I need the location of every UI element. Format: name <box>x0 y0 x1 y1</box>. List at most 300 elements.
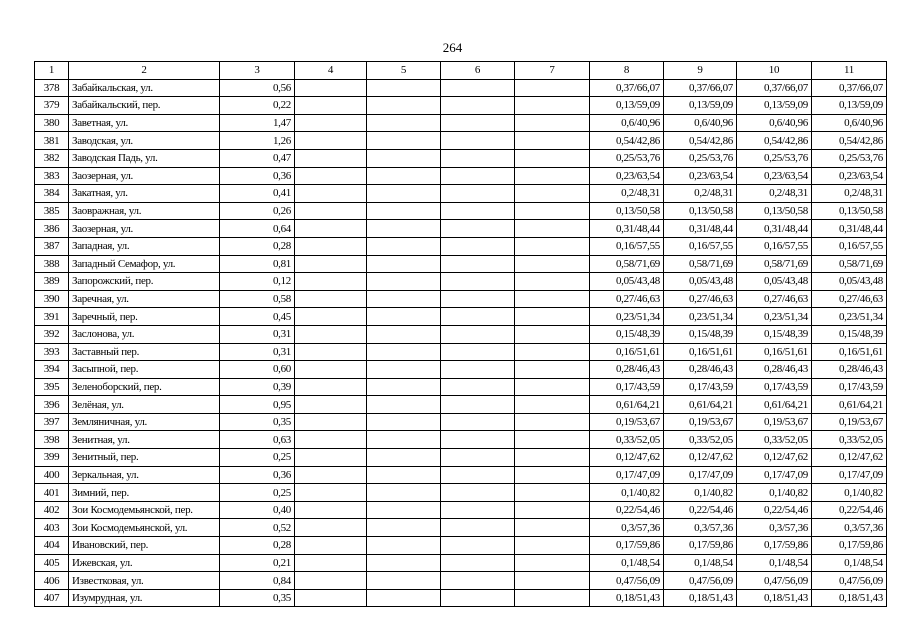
street-name: Зелёная, ул. <box>69 396 220 414</box>
row-number: 397 <box>35 413 69 431</box>
cell-col5 <box>367 396 441 414</box>
row-number: 381 <box>35 132 69 150</box>
cell-col6 <box>441 449 515 467</box>
cell-col4 <box>295 378 367 396</box>
cell-col7 <box>515 378 590 396</box>
street-name: Заовражная, ул. <box>69 202 220 220</box>
cell-col11: 0,17/59,86 <box>812 537 887 555</box>
street-name: Заозерная, ул. <box>69 220 220 238</box>
cell-col5 <box>367 537 441 555</box>
cell-col7 <box>515 519 590 537</box>
cell-col4 <box>295 132 367 150</box>
row-number: 385 <box>35 202 69 220</box>
cell-col4 <box>295 343 367 361</box>
cell-col7 <box>515 202 590 220</box>
cell-col10: 0,16/51,61 <box>737 343 812 361</box>
cell-col10: 0,17/59,86 <box>737 537 812 555</box>
cell-col9: 0,25/53,76 <box>664 149 737 167</box>
cell-col10: 0,22/54,46 <box>737 501 812 519</box>
row-number: 392 <box>35 325 69 343</box>
cell-col11: 0,1/40,82 <box>812 484 887 502</box>
cell-col3: 0,26 <box>220 202 295 220</box>
cell-col9: 0,54/42,86 <box>664 132 737 150</box>
cell-col6 <box>441 378 515 396</box>
cell-col11: 0,23/63,54 <box>812 167 887 185</box>
cell-col5 <box>367 114 441 132</box>
cell-col5 <box>367 167 441 185</box>
cell-col9: 0,17/59,86 <box>664 537 737 555</box>
cell-col3: 0,28 <box>220 237 295 255</box>
cell-col8: 0,12/47,62 <box>590 449 664 467</box>
street-name: Ижевская, ул. <box>69 554 220 572</box>
row-number: 401 <box>35 484 69 502</box>
cell-col5 <box>367 484 441 502</box>
cell-col4 <box>295 554 367 572</box>
cell-col8: 0,22/54,46 <box>590 501 664 519</box>
row-number: 383 <box>35 167 69 185</box>
cell-col5 <box>367 255 441 273</box>
street-name: Заречная, ул. <box>69 290 220 308</box>
street-name: Заводская Падь, ул. <box>69 149 220 167</box>
cell-col11: 0,1/48,54 <box>812 554 887 572</box>
table-row <box>35 202 887 220</box>
cell-col9: 0,6/40,96 <box>664 114 737 132</box>
cell-col8: 0,61/64,21 <box>590 396 664 414</box>
column-header: 7 <box>515 62 590 80</box>
cell-col3: 1,47 <box>220 114 295 132</box>
cell-col9: 0,31/48,44 <box>664 220 737 238</box>
street-name: Зеркальная, ул. <box>69 466 220 484</box>
cell-col3: 0,35 <box>220 589 295 607</box>
cell-col7 <box>515 589 590 607</box>
cell-col8: 0,3/57,36 <box>590 519 664 537</box>
row-number: 406 <box>35 572 69 590</box>
row-number: 407 <box>35 589 69 607</box>
cell-col8: 0,18/51,43 <box>590 589 664 607</box>
cell-col3: 0,36 <box>220 466 295 484</box>
cell-col10: 0,47/56,09 <box>737 572 812 590</box>
street-name: Заставный пер. <box>69 343 220 361</box>
cell-col6 <box>441 413 515 431</box>
cell-col9: 0,19/53,67 <box>664 413 737 431</box>
cell-col8: 0,15/48,39 <box>590 325 664 343</box>
table-row <box>35 255 887 273</box>
column-header: 8 <box>590 62 664 80</box>
row-number: 384 <box>35 185 69 203</box>
street-name: Зои Космодемьянской, пер. <box>69 501 220 519</box>
street-name: Заозерная, ул. <box>69 167 220 185</box>
table-row <box>35 519 887 537</box>
cell-col10: 0,2/48,31 <box>737 185 812 203</box>
cell-col9: 0,47/56,09 <box>664 572 737 590</box>
cell-col11: 0,17/47,09 <box>812 466 887 484</box>
cell-col5 <box>367 361 441 379</box>
cell-col11: 0,19/53,67 <box>812 413 887 431</box>
street-name: Ивановский, пер. <box>69 537 220 555</box>
cell-col6 <box>441 220 515 238</box>
street-name: Западный Семафор, ул. <box>69 255 220 273</box>
cell-col4 <box>295 185 367 203</box>
cell-col5 <box>367 589 441 607</box>
cell-col11: 0,23/51,34 <box>812 308 887 326</box>
cell-col11: 0,54/42,86 <box>812 132 887 150</box>
cell-col7 <box>515 343 590 361</box>
cell-col4 <box>295 484 367 502</box>
cell-col3: 0,52 <box>220 519 295 537</box>
cell-col6 <box>441 149 515 167</box>
table-row <box>35 185 887 203</box>
cell-col5 <box>367 237 441 255</box>
cell-col9: 0,61/64,21 <box>664 396 737 414</box>
street-name: Изумрудная, ул. <box>69 589 220 607</box>
street-name: Зенитная, ул. <box>69 431 220 449</box>
cell-col9: 0,05/43,48 <box>664 273 737 291</box>
cell-col3: 0,60 <box>220 361 295 379</box>
cell-col7 <box>515 149 590 167</box>
cell-col5 <box>367 185 441 203</box>
table-row <box>35 290 887 308</box>
cell-col4 <box>295 466 367 484</box>
table-row <box>35 484 887 502</box>
cell-col9: 0,33/52,05 <box>664 431 737 449</box>
cell-col3: 0,56 <box>220 79 295 97</box>
cell-col4 <box>295 97 367 115</box>
cell-col7 <box>515 572 590 590</box>
cell-col3: 0,58 <box>220 290 295 308</box>
cell-col7 <box>515 396 590 414</box>
row-number: 391 <box>35 308 69 326</box>
cell-col9: 0,12/47,62 <box>664 449 737 467</box>
cell-col6 <box>441 255 515 273</box>
cell-col11: 0,47/56,09 <box>812 572 887 590</box>
cell-col3: 1,26 <box>220 132 295 150</box>
cell-col10: 0,17/43,59 <box>737 378 812 396</box>
cell-col3: 0,12 <box>220 273 295 291</box>
cell-col6 <box>441 202 515 220</box>
cell-col10: 0,16/57,55 <box>737 237 812 255</box>
cell-col7 <box>515 79 590 97</box>
cell-col9: 0,58/71,69 <box>664 255 737 273</box>
street-name: Заветная, ул. <box>69 114 220 132</box>
cell-col11: 0,37/66,07 <box>812 79 887 97</box>
table-row <box>35 501 887 519</box>
cell-col5 <box>367 220 441 238</box>
cell-col5 <box>367 431 441 449</box>
cell-col9: 0,2/48,31 <box>664 185 737 203</box>
row-number: 404 <box>35 537 69 555</box>
cell-col8: 0,19/53,67 <box>590 413 664 431</box>
cell-col5 <box>367 343 441 361</box>
row-number: 387 <box>35 237 69 255</box>
cell-col9: 0,16/51,61 <box>664 343 737 361</box>
column-header: 11 <box>812 62 887 80</box>
cell-col7 <box>515 97 590 115</box>
cell-col6 <box>441 308 515 326</box>
cell-col10: 0,23/51,34 <box>737 308 812 326</box>
cell-col6 <box>441 79 515 97</box>
cell-col4 <box>295 589 367 607</box>
cell-col3: 0,31 <box>220 343 295 361</box>
cell-col4 <box>295 361 367 379</box>
cell-col6 <box>441 466 515 484</box>
cell-col11: 0,13/50,58 <box>812 202 887 220</box>
cell-col10: 0,1/48,54 <box>737 554 812 572</box>
cell-col4 <box>295 537 367 555</box>
cell-col8: 0,13/50,58 <box>590 202 664 220</box>
cell-col11: 0,16/51,61 <box>812 343 887 361</box>
column-header: 4 <box>295 62 367 80</box>
cell-col5 <box>367 413 441 431</box>
cell-col3: 0,64 <box>220 220 295 238</box>
cell-col9: 0,22/54,46 <box>664 501 737 519</box>
table-row <box>35 325 887 343</box>
cell-col4 <box>295 325 367 343</box>
cell-col11: 0,31/48,44 <box>812 220 887 238</box>
cell-col6 <box>441 290 515 308</box>
cell-col3: 0,25 <box>220 449 295 467</box>
cell-col9: 0,27/46,63 <box>664 290 737 308</box>
cell-col11: 0,61/64,21 <box>812 396 887 414</box>
cell-col8: 0,31/48,44 <box>590 220 664 238</box>
row-number: 378 <box>35 79 69 97</box>
cell-col4 <box>295 449 367 467</box>
cell-col4 <box>295 79 367 97</box>
row-number: 380 <box>35 114 69 132</box>
cell-col10: 0,12/47,62 <box>737 449 812 467</box>
cell-col10: 0,1/40,82 <box>737 484 812 502</box>
cell-col3: 0,21 <box>220 554 295 572</box>
table-row <box>35 167 887 185</box>
cell-col4 <box>295 396 367 414</box>
table-row <box>35 220 887 238</box>
column-header: 6 <box>441 62 515 80</box>
cell-col5 <box>367 149 441 167</box>
cell-col4 <box>295 413 367 431</box>
table-row <box>35 449 887 467</box>
cell-col4 <box>295 114 367 132</box>
cell-col6 <box>441 484 515 502</box>
cell-col4 <box>295 202 367 220</box>
cell-col8: 0,2/48,31 <box>590 185 664 203</box>
row-number: 400 <box>35 466 69 484</box>
table-row <box>35 572 887 590</box>
cell-col8: 0,13/59,09 <box>590 97 664 115</box>
cell-col3: 0,41 <box>220 185 295 203</box>
row-number: 394 <box>35 361 69 379</box>
cell-col8: 0,58/71,69 <box>590 255 664 273</box>
cell-col8: 0,33/52,05 <box>590 431 664 449</box>
street-name: Забайкальский, пер. <box>69 97 220 115</box>
cell-col3: 0,81 <box>220 255 295 273</box>
table-row <box>35 149 887 167</box>
cell-col7 <box>515 290 590 308</box>
row-number: 402 <box>35 501 69 519</box>
table-row <box>35 132 887 150</box>
cell-col6 <box>441 572 515 590</box>
cell-col11: 0,13/59,09 <box>812 97 887 115</box>
cell-col5 <box>367 466 441 484</box>
cell-col3: 0,31 <box>220 325 295 343</box>
cell-col8: 0,16/57,55 <box>590 237 664 255</box>
table-row <box>35 554 887 572</box>
cell-col9: 0,1/40,82 <box>664 484 737 502</box>
cell-col3: 0,45 <box>220 308 295 326</box>
column-header: 3 <box>220 62 295 80</box>
cell-col10: 0,23/63,54 <box>737 167 812 185</box>
cell-col7 <box>515 537 590 555</box>
cell-col6 <box>441 501 515 519</box>
cell-col6 <box>441 431 515 449</box>
cell-col7 <box>515 484 590 502</box>
row-number: 396 <box>35 396 69 414</box>
cell-col11: 0,3/57,36 <box>812 519 887 537</box>
cell-col3: 0,28 <box>220 537 295 555</box>
cell-col8: 0,16/51,61 <box>590 343 664 361</box>
row-number: 379 <box>35 97 69 115</box>
row-number: 399 <box>35 449 69 467</box>
cell-col10: 0,28/46,43 <box>737 361 812 379</box>
row-number: 386 <box>35 220 69 238</box>
cell-col8: 0,05/43,48 <box>590 273 664 291</box>
cell-col5 <box>367 572 441 590</box>
cell-col10: 0,18/51,43 <box>737 589 812 607</box>
cell-col7 <box>515 114 590 132</box>
street-name: Западная, ул. <box>69 237 220 255</box>
cell-col11: 0,15/48,39 <box>812 325 887 343</box>
cell-col5 <box>367 308 441 326</box>
street-name: Известковая, ул. <box>69 572 220 590</box>
cell-col8: 0,1/48,54 <box>590 554 664 572</box>
table-row <box>35 589 887 607</box>
cell-col10: 0,19/53,67 <box>737 413 812 431</box>
table-row <box>35 361 887 379</box>
cell-col7 <box>515 501 590 519</box>
cell-col7 <box>515 413 590 431</box>
cell-col3: 0,35 <box>220 413 295 431</box>
row-number: 388 <box>35 255 69 273</box>
cell-col6 <box>441 396 515 414</box>
cell-col7 <box>515 325 590 343</box>
column-header: 5 <box>367 62 441 80</box>
header-row <box>35 62 887 80</box>
data-table <box>34 61 887 607</box>
cell-col6 <box>441 97 515 115</box>
cell-col4 <box>295 290 367 308</box>
cell-col8: 0,25/53,76 <box>590 149 664 167</box>
table-row <box>35 308 887 326</box>
cell-col11: 0,27/46,63 <box>812 290 887 308</box>
cell-col5 <box>367 132 441 150</box>
cell-col9: 0,15/48,39 <box>664 325 737 343</box>
cell-col9: 0,3/57,36 <box>664 519 737 537</box>
cell-col8: 0,1/40,82 <box>590 484 664 502</box>
cell-col4 <box>295 519 367 537</box>
cell-col8: 0,47/56,09 <box>590 572 664 590</box>
cell-col3: 0,95 <box>220 396 295 414</box>
cell-col3: 0,40 <box>220 501 295 519</box>
cell-col10: 0,3/57,36 <box>737 519 812 537</box>
cell-col4 <box>295 308 367 326</box>
cell-col11: 0,28/46,43 <box>812 361 887 379</box>
cell-col8: 0,54/42,86 <box>590 132 664 150</box>
table-row <box>35 79 887 97</box>
row-number: 398 <box>35 431 69 449</box>
column-header: 10 <box>737 62 812 80</box>
street-name: Заводская, ул. <box>69 132 220 150</box>
street-name: Забайкальская, ул. <box>69 79 220 97</box>
cell-col6 <box>441 114 515 132</box>
cell-col4 <box>295 149 367 167</box>
cell-col10: 0,31/48,44 <box>737 220 812 238</box>
cell-col3: 0,25 <box>220 484 295 502</box>
cell-col9: 0,16/57,55 <box>664 237 737 255</box>
cell-col7 <box>515 220 590 238</box>
street-name: Земляничная, ул. <box>69 413 220 431</box>
cell-col7 <box>515 185 590 203</box>
cell-col5 <box>367 501 441 519</box>
cell-col11: 0,25/53,76 <box>812 149 887 167</box>
cell-col5 <box>367 449 441 467</box>
cell-col6 <box>441 325 515 343</box>
cell-col5 <box>367 79 441 97</box>
cell-col5 <box>367 97 441 115</box>
cell-col11: 0,18/51,43 <box>812 589 887 607</box>
cell-col5 <box>367 519 441 537</box>
cell-col8: 0,28/46,43 <box>590 361 664 379</box>
table-row <box>35 396 887 414</box>
cell-col6 <box>441 273 515 291</box>
row-number: 382 <box>35 149 69 167</box>
cell-col9: 0,13/50,58 <box>664 202 737 220</box>
street-name: Зеленоборский, пер. <box>69 378 220 396</box>
cell-col6 <box>441 343 515 361</box>
cell-col9: 0,23/63,54 <box>664 167 737 185</box>
page-number: 264 <box>442 40 463 55</box>
cell-col8: 0,23/51,34 <box>590 308 664 326</box>
cell-col10: 0,33/52,05 <box>737 431 812 449</box>
table-body <box>35 79 887 607</box>
table-row <box>35 537 887 555</box>
cell-col6 <box>441 537 515 555</box>
row-number: 403 <box>35 519 69 537</box>
cell-col11: 0,22/54,46 <box>812 501 887 519</box>
cell-col10: 0,05/43,48 <box>737 273 812 291</box>
cell-col5 <box>367 378 441 396</box>
cell-col4 <box>295 501 367 519</box>
cell-col5 <box>367 273 441 291</box>
cell-col10: 0,61/64,21 <box>737 396 812 414</box>
cell-col3: 0,84 <box>220 572 295 590</box>
table-header <box>35 62 887 80</box>
table-row <box>35 343 887 361</box>
cell-col11: 0,16/57,55 <box>812 237 887 255</box>
cell-col7 <box>515 255 590 273</box>
cell-col7 <box>515 273 590 291</box>
cell-col5 <box>367 554 441 572</box>
cell-col11: 0,05/43,48 <box>812 273 887 291</box>
cell-col10: 0,13/59,09 <box>737 97 812 115</box>
cell-col7 <box>515 431 590 449</box>
cell-col9: 0,28/46,43 <box>664 361 737 379</box>
cell-col11: 0,12/47,62 <box>812 449 887 467</box>
cell-col10: 0,27/46,63 <box>737 290 812 308</box>
cell-col3: 0,39 <box>220 378 295 396</box>
cell-col8: 0,6/40,96 <box>590 114 664 132</box>
cell-col4 <box>295 220 367 238</box>
row-number: 389 <box>35 273 69 291</box>
cell-col10: 0,58/71,69 <box>737 255 812 273</box>
cell-col7 <box>515 449 590 467</box>
